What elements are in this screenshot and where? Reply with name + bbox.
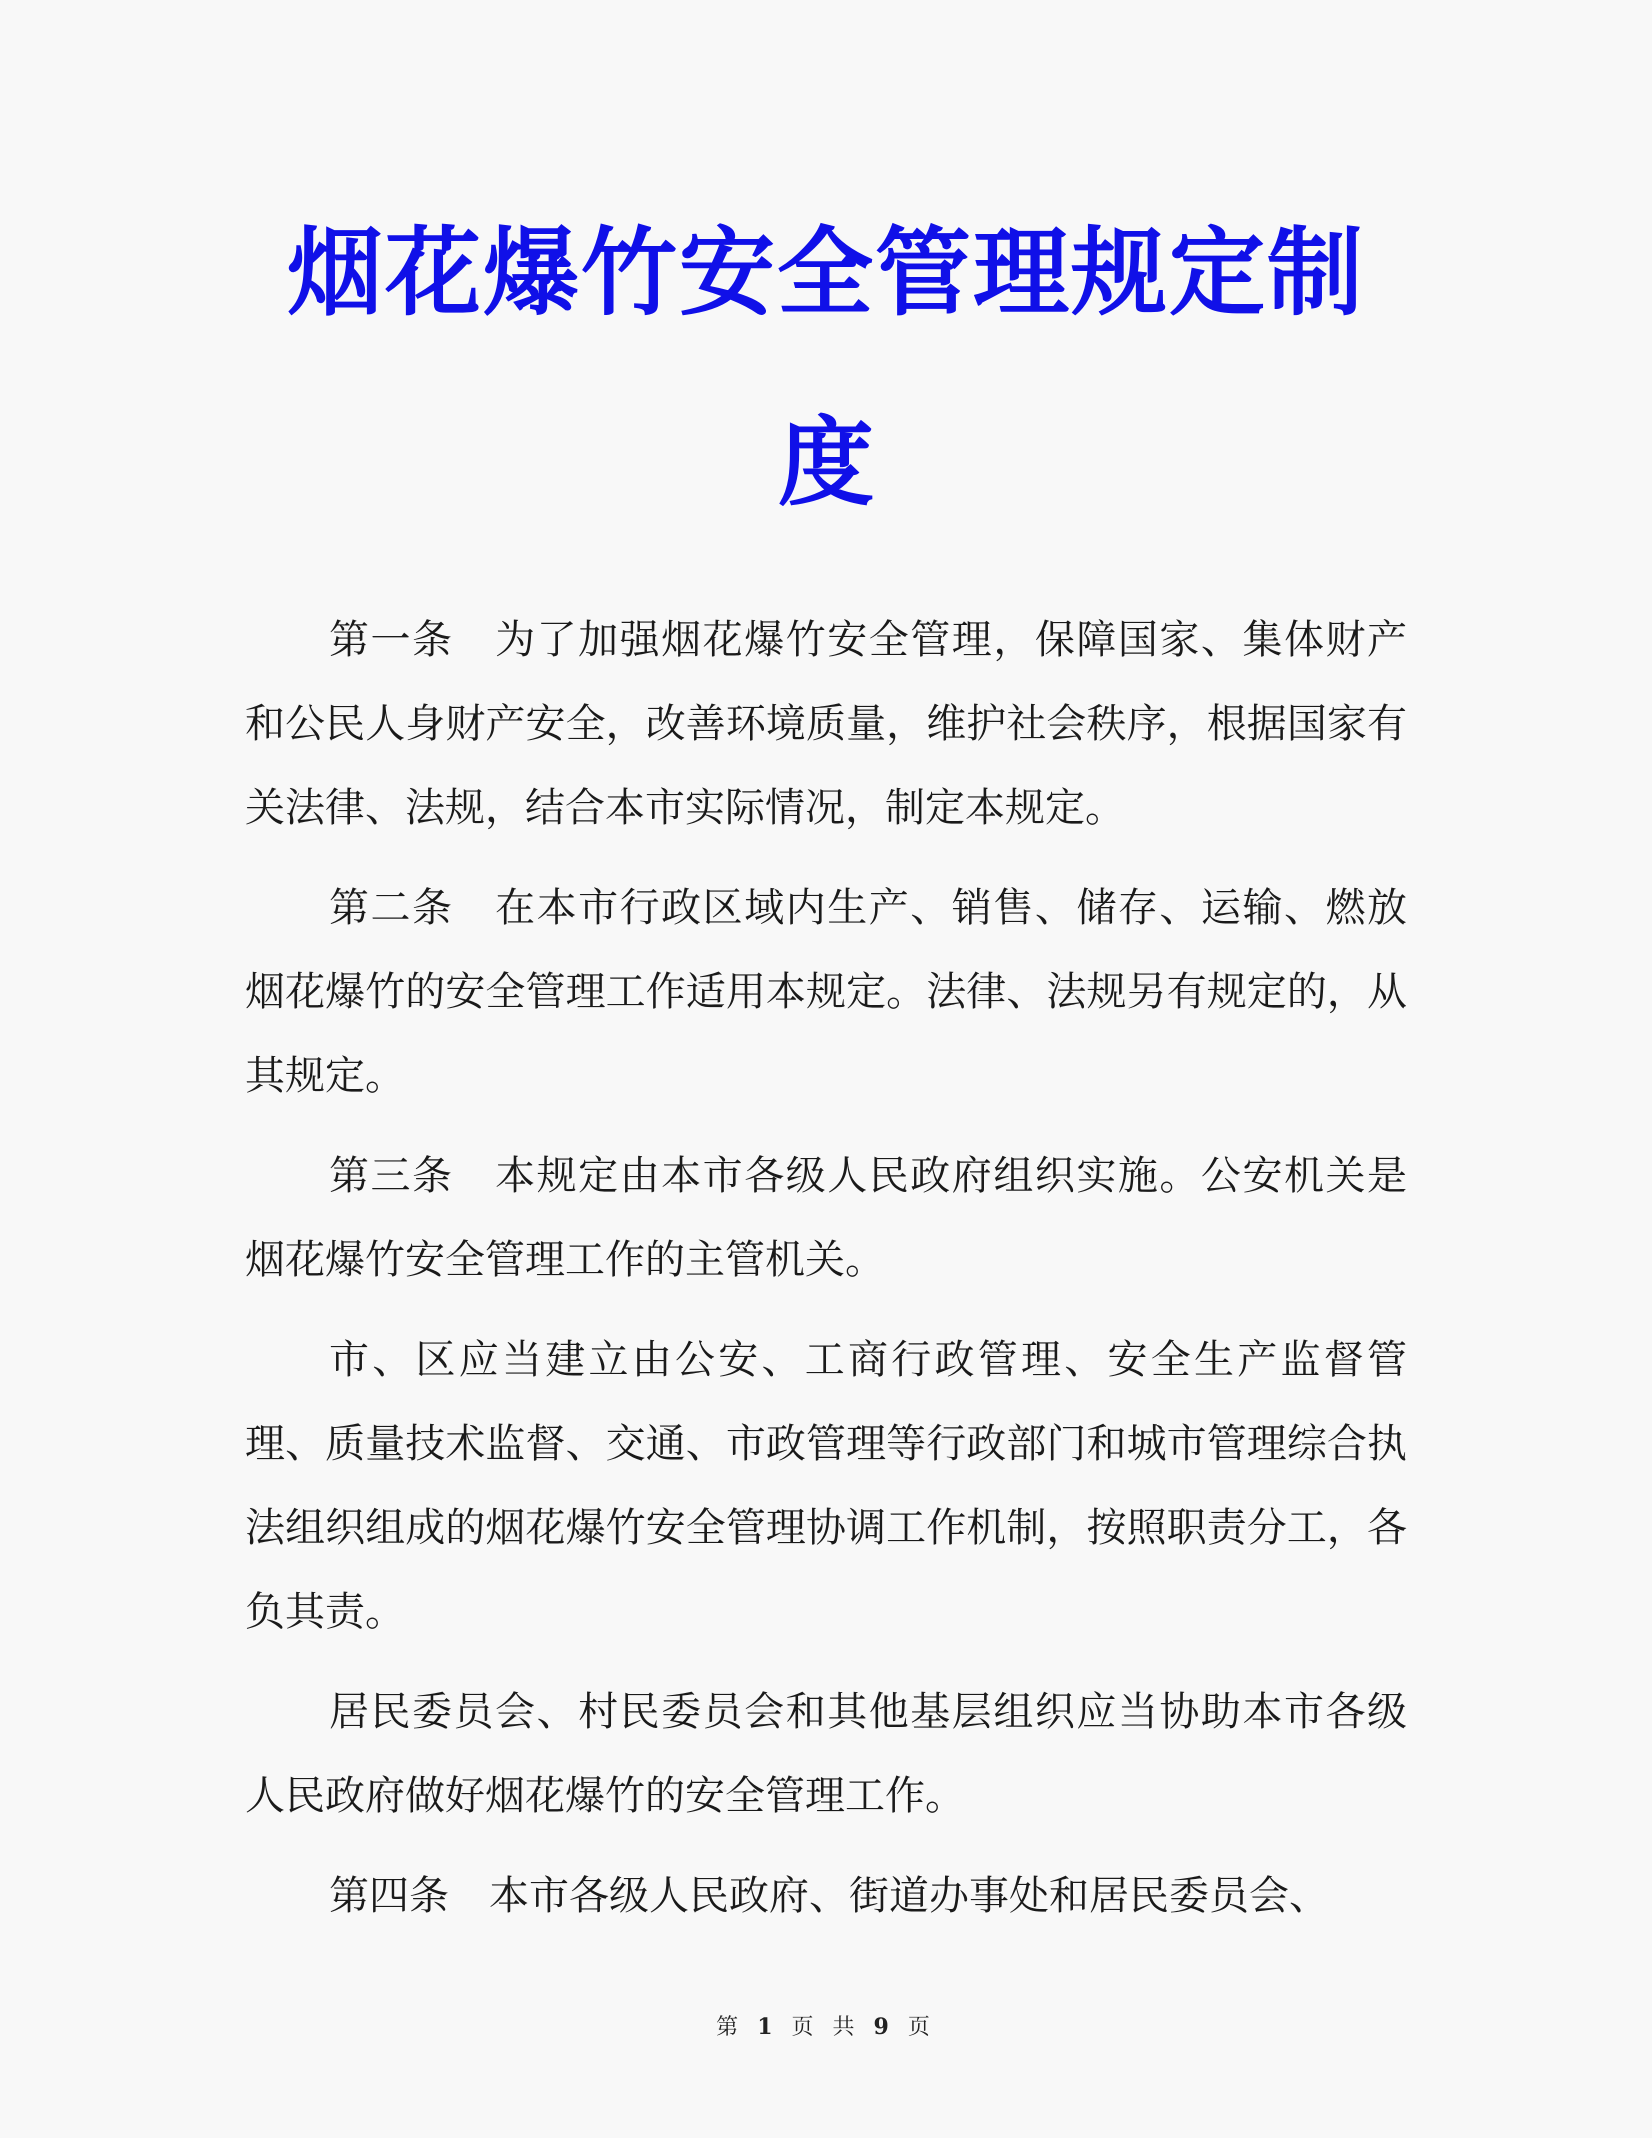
paragraph-coordination: 市、区应当建立由公安、工商行政管理、安全生产监督管理、质量技术监督、交通、市政管理等行政部门和城市管理综合执法组织组成的烟花爆竹安全管理协调工作机制，按照职责分工，各负其责。 xyxy=(245,1337,1407,1635)
paragraph-article-3: 第三条 本规定由本市各级人民政府组织实施。公安机关是烟花爆竹安全管理工作的主管机关。 xyxy=(245,1153,1407,1283)
page-footer xyxy=(0,2010,1652,2041)
document-title-line-1: 烟花爆竹安全管理规定制 xyxy=(287,216,1365,329)
document-title-line-2: 度 xyxy=(778,406,874,519)
paragraph-article-2: 第二条 在本市行政区域内生产、销售、储存、运输、燃放烟花爆竹的安全管理工作适用本规定。法律、法规另有规定的，从其规定。 xyxy=(245,885,1407,1099)
footer-suffix: 页 xyxy=(907,2015,936,2040)
paragraph-grassroots: 居民委员会、村民委员会和其他基层组织应当协助本市各级人民政府做好烟花爆竹的安全管理工作。 xyxy=(245,1689,1407,1819)
footer-current-page: 1 xyxy=(757,2014,779,2040)
footer-prefix: 第 xyxy=(716,2015,745,2040)
document-body xyxy=(245,598,1407,1954)
paragraph-article-4: 第四条 本市各级人民政府、街道办事处和居民委员会、 xyxy=(329,1873,1329,1919)
footer-total-pages: 9 xyxy=(873,2014,895,2040)
footer-middle: 页 共 xyxy=(791,2015,861,2040)
paragraph-article-1: 第一条 为了加强烟花爆竹安全管理，保障国家、集体财产和公民人身财产安全，改善环境质量，维护社会秩序，根据国家有关法律、法规，结合本市实际情况，制定本规定。 xyxy=(245,617,1407,831)
